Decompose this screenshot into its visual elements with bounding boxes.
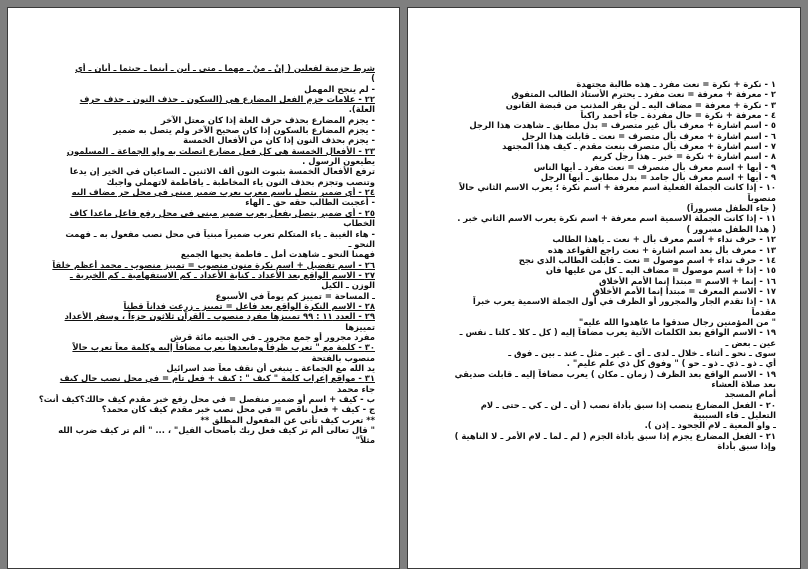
text-line: ( جاء الطفل مسروراً)	[686, 203, 776, 214]
text-line: بعد صلاة العشاء	[711, 378, 776, 389]
text-line: ٩ - أيها + اسم معرف بأل منصرف = نعت مفرد ـ أيها الناس	[533, 161, 776, 172]
text-line: ٥ - اسم اشارة + معرف بأل غير متصرف = بدل مطابق ـ شاهدت هذا الرجل	[469, 120, 776, 131]
text-line: " قال تعالى ألم تر كيف فعل ربك بأصحاب الفيل" ، ... " ألم تر كيف ضرب الله	[58, 425, 375, 436]
text-line: سوى ـ نحو ـ أثناء ـ خلال ـ لدى ـ أي ـ غير ـ مثل ـ عند ـ بين ـ فوق ـ	[508, 347, 776, 358]
text-line: الوزن ـ الكيل	[321, 280, 375, 291]
text-line: مفرد مجرور أو جمع مجرور ـ في الجنيه مائة قرش	[170, 331, 375, 342]
text-line: ٢ - معرفة + معرفة = نعت مفرد ـ يحترم الأستاذ الطالب المتفوق	[511, 89, 776, 100]
text-line: ١٠ - إذا كانت الجملة الفعلية اسم معرفة + اسم نكرة ؛ يعرب الاسم الثاني حالاً	[459, 182, 776, 193]
text-line: ٢٥ - أي ضمير يتصل بفعل يعرب ضمير مبني في محل رفع فاعل ماعدا كاف	[69, 207, 375, 218]
text-line: ٢٦ - اسم تفضيل + اسم نكرة منون منصوب = تمييز منصوب ـ محمد أعظم خلقاً	[52, 259, 375, 270]
text-line: - لم ينجح المهمل	[304, 83, 375, 94]
text-line: ٦ - اسم اشارة + معرف بأل متصرف = نعت ـ قابلت هذا الرجل	[521, 130, 776, 141]
text-line: ٣١ - مواقع إعراب كلمة " كيف " : كيف + فعل تام = في محل نصب حال كيف	[59, 373, 375, 384]
text-line: مقدماً	[751, 306, 776, 317]
text-line: ١٥ - إذا + اسم موصول = مضاف اليه ـ كل من عليها فان	[545, 265, 776, 276]
text-line: ١٦ - إنما + الاسم = مبتدأ إنما الأمم الأخلاق	[598, 275, 776, 286]
text-line: ٨ - اسم اشارة + نكرة = خبر ـ هذا رجل كريم	[592, 151, 776, 162]
text-line: ٣٠ - كلمة مع " تعرب ظرفاً ومابعدها يعرب مضافاً إليه وكلمة معاً تعرب حالاً	[72, 342, 375, 353]
text-line: ٧ - اسم اشارة + معرف بأل متصرف بنعت مقدم ـ كيف هذا المجتهد	[502, 141, 776, 152]
text-line: - يجزم بحذف النون إذا كان من الأفعال الخمسة	[183, 135, 375, 146]
page-text	[28, 63, 375, 560]
text-line: ٣ - نكرة + معرفة = مضاف اليه ـ لن يفر المذنب من قبضة القانون	[505, 99, 776, 110]
text-line: ٩ - أيها + اسم معرف بأل جامد = بدل مطابق ـ أيها الرجل	[540, 172, 776, 183]
text-line: ترفع الأفعال الخمسة بثبوت النون ألف الاثنين ـ الساعيان في الخير إن يدعا	[69, 166, 375, 177]
text-line: )	[371, 73, 375, 84]
text-line: ٢٨ - الاسم النكرة الواقع بعد فاعل = تمييز ـ زرعت فداناً قطناً	[123, 300, 375, 311]
text-line: ١ - نكرة + نكرة = نعت مفرد ـ هذه طالبة مجتهدة	[576, 79, 776, 89]
text-line: ( هذا الطفل مسرور )	[686, 223, 776, 234]
text-line: تمييزها	[345, 321, 375, 332]
text-line: وإذا سبق بأداة	[717, 441, 776, 452]
text-line: أي ـ ذو ـ ذي ـ ذو ـ حو ) " وفوق كل ذي علم عليم" .	[566, 358, 776, 369]
text-line: ** تعرب كيف تأتي عن المفعول المطلق **	[200, 414, 375, 425]
text-line: ١٢ - حرف نداء + اسم معرف بأل + نعت ـ ياهذا الطالب	[552, 234, 776, 245]
text-line: " من المؤمنين رجال صدقوا ما عاهدوا الله عليه"	[578, 316, 776, 327]
page-text	[432, 79, 776, 560]
text-line: الخطاب	[343, 218, 375, 229]
text-line: عين ـ بعض ـ	[725, 337, 776, 348]
text-line: شرط جزمية لفعلين ( إنْ ـ منْ ـ مهما ـ متى ـ أين ـ أينما ـ حيثما ـ أيان ـ أي	[75, 63, 375, 73]
text-line: ب - كيف + اسم أو ضمير منفصل = في محل رفع خبر مقدم كيف حالك؟كيف أنت؟	[38, 394, 375, 404]
text-line: ١٣ - معرف بأل بعد اسم اشارة + نعت راجع القواعد هذه	[547, 244, 776, 255]
text-line: ـ واو المعية ـ لام الجحود ـ إذن ).	[644, 420, 776, 431]
text-line: ـ المساحة = تمييز كم يوماً في الأسبوع	[215, 290, 375, 301]
text-line: ٢٠ - الفعل المضارع ينصب إذا سبق بأداة نصب ( أن ـ لن ـ كي ـ حتى ـ لام	[480, 399, 776, 410]
text-line: يطيعون الرسول .	[302, 156, 375, 167]
text-line: ٢٢ - علامات جزم الفعل المضارع هي (السكون ـ حذف النون ـ حذف حرف	[79, 94, 375, 105]
text-line: ٢٤ - أي ضمير يتصل باسم معرب يعرب ضمير مبني في محل جر مضاف اليه	[71, 187, 375, 198]
text-line: منصوب بالفتحة	[311, 352, 375, 363]
text-line: - هاء الغيبة ـ ياء المتكلم تعرب ضميراً مبنياً في محل نصب مفعول به ـ فهمت	[65, 228, 375, 239]
text-line: - أعجبت الطالب حقه حق ـ الهاء	[245, 197, 375, 208]
text-line: منصوباً	[747, 192, 776, 203]
text-line: ١٧ - الاسم المعرف = مبتدأ إنما الأمم الأخلاق	[592, 285, 776, 296]
text-line: فهمنا النحو ـ شاهدت أمل ـ فاطمة يحبها الجميع	[180, 249, 375, 260]
text-line: مثلاً"	[355, 435, 375, 446]
text-line: ٢٩ - العدد ١١ : ٩٩ تمييزها مفرد منصوب ـ القرآن ثلاثون جزءاً ، وسفر الأعداد	[64, 311, 375, 322]
text-line: ١١ - إذا كانت الجملة الاسمية اسم معرفة + اسم نكرة يعرب الاسم الثاني خبر .	[457, 213, 776, 224]
document-page-right	[407, 7, 801, 569]
text-line: ٢٣ - الأفعال الخمسة هي كل فعل مضارع اتصلت به واو الجماعة ـ المسلمون	[66, 145, 375, 156]
text-line: النحو ـ	[348, 238, 375, 249]
text-line: - يجزم المضارع بالسكون إذا كان صحيح الآخر ولم يتصل به ضمير	[113, 125, 375, 136]
text-line: ١٤ - حرف نداء + اسم موصول = نعت ـ قابلت الطالب الذي نجح	[518, 254, 776, 265]
text-line: ١٨ - إذا تقدم الجار والمجرور أو الظرف في أول الجملة الاسمية يعرب خبراً	[472, 296, 776, 307]
text-line: التعليل ـ فاء السببية	[693, 410, 776, 420]
text-line: ١٩ - الاسم الواقع بعد الكلمات الآتية يعرب مضافاً إليه ( كل ـ كلا ـ كلتا ـ نفس ـ	[459, 327, 776, 338]
text-line: أمام المسجد	[724, 389, 776, 400]
text-line: ٢٧ - الاسم الواقع بعد الأعداد ـ كناية الأعداد ـ كم الاستفهامية ـ كم الخبرية ـ	[69, 269, 375, 280]
text-line: العلة).	[348, 104, 375, 115]
document-page-left	[7, 7, 400, 569]
text-line: ١٩ - الاسم الواقع بعد الظرف ( زمان ـ مكان ) يعرب مضافاً إليه ـ قابلت صديقي	[454, 368, 776, 379]
text-line: - يجزم المضارع بحذف حرف العلة إذا كان معتل الآخر	[160, 114, 375, 125]
text-line: وتنصب وتجزم بحذف النون ياء المخاطبة ـ يافاطمة لاتهملي واجبك	[106, 176, 375, 187]
text-line: يد الله مع الجماعة ـ ينبغي أن نقف معاً ضد اسرائيل	[166, 362, 375, 373]
text-line: ٢١ - الفعل المضارع يجزم إذا سبق بأداة الجزم ( لم ـ لما ـ لام الأمر ـ لا الناهية )	[454, 430, 776, 441]
text-line: ج - كيف + فعل ناقص = في محل نصب خبر مقدم كيف كان محمد؟	[101, 404, 375, 415]
text-line: ٤ - معرفة + نكرة = حال مفردة ـ جاء أحمد راكباً	[580, 110, 776, 121]
text-line: جاء محمد	[336, 383, 375, 394]
